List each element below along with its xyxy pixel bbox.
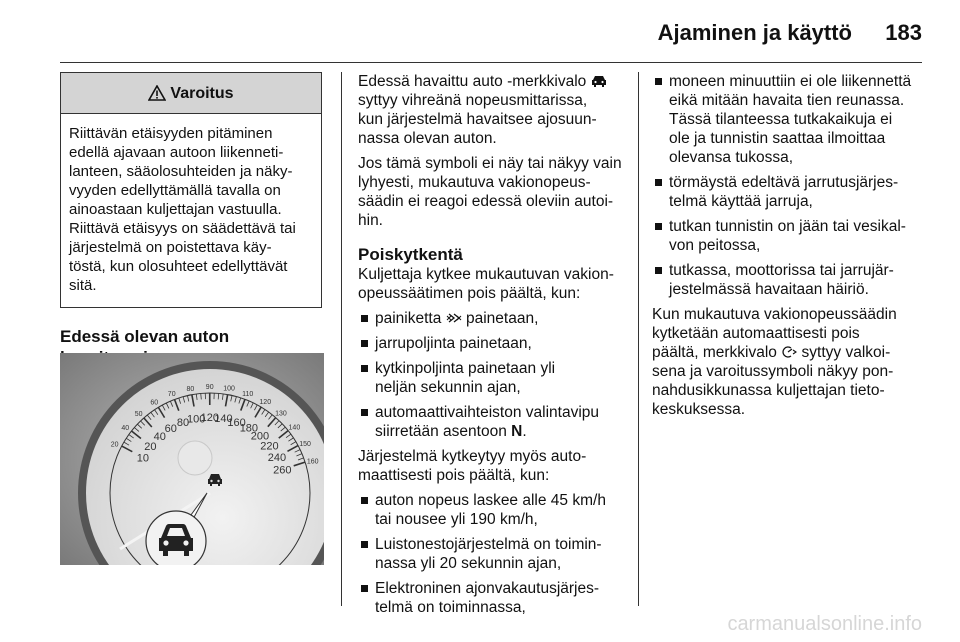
warning-body — [61, 114, 321, 307]
warning-line: edellä ajavaan autoon liikenneti- — [69, 144, 284, 161]
footer-watermark: carmanualsonline.info — [727, 613, 922, 635]
text-line: Järjestelmä kytkeytyy myös auto- — [358, 448, 587, 465]
gauge-outer-label: 50 — [134, 410, 143, 418]
gauge-inner-label: 260 — [273, 464, 292, 477]
paragraph — [358, 154, 626, 230]
text-line: nahdusikkunassa kuljettajan tieto- — [652, 382, 885, 399]
text-line: keskuksessa. — [652, 401, 746, 418]
text-line: säädin ei reagoi edessä oleviin autoi- — [358, 193, 614, 210]
list-item — [652, 72, 924, 167]
gauge-inner-label: 240 — [267, 451, 287, 464]
text-line: nassa olevan auton. — [358, 130, 497, 147]
gauge-outer-label: 20 — [110, 441, 119, 449]
text-line: olevansa tukossa, — [669, 149, 794, 166]
gauge-inner-label: 180 — [239, 422, 259, 435]
gauge-outer-label: 80 — [186, 385, 195, 393]
gauge-inner-label: 60 — [164, 422, 177, 435]
text-line: painetaan, — [465, 310, 539, 327]
text-line: tutkassa, moottorissa tai jarrujär- — [669, 262, 894, 279]
gauge-inner-label: 200 — [250, 430, 270, 443]
column-3 — [652, 72, 924, 425]
gauge-tick — [201, 393, 202, 399]
warning-box — [60, 72, 322, 308]
list-item — [652, 173, 924, 211]
warning-line: ainoastaan kuljettajan vastuulla. — [69, 201, 282, 218]
page-number: 183 — [885, 20, 922, 45]
text-line: Kuljettaja kytkee mukautuvan vakion- — [358, 266, 614, 283]
list-item — [358, 334, 626, 353]
text-line: . — [522, 423, 527, 440]
gauge-inner-label: 10 — [136, 452, 150, 465]
text-line: törmäystä edeltävä jarrutusjärjes- — [669, 174, 899, 191]
paragraph — [358, 265, 626, 303]
gauge-outer-label: 150 — [299, 440, 311, 448]
text-line: tutkan tunnistin on jään tai vesikal- — [669, 218, 906, 235]
warning-triangle-icon — [148, 85, 166, 101]
text-line: syttyy valkoi- — [801, 344, 891, 361]
header-title: Ajaminen ja käyttö — [657, 20, 852, 45]
subheading: Poiskytkentä — [358, 245, 463, 264]
gauge-inner-label: 40 — [153, 430, 166, 443]
warning-line: sitä. — [69, 277, 97, 294]
gauge-inner-label: 160 — [227, 416, 246, 429]
gauge-outer-label: 90 — [205, 384, 214, 392]
column-2 — [358, 72, 626, 623]
text-line: telmä käyttää jarruja, — [669, 193, 813, 210]
text-line: auton nopeus laskee alle 45 km/h — [375, 492, 606, 509]
text-line: siirretään asentoon — [375, 423, 507, 440]
text-line: hin. — [358, 212, 383, 229]
cruise-control-button-icon — [446, 312, 462, 324]
gauge-tick — [218, 393, 219, 399]
gauge-outer-label: 120 — [259, 399, 272, 407]
text-line: telmä on toiminnassa, — [375, 599, 526, 616]
warning-title: Varoitus — [170, 84, 234, 102]
gear-position-n: N — [511, 423, 523, 440]
text-line: Kun mukautuva vakionopeussäädin — [652, 306, 897, 323]
paragraph — [652, 305, 924, 419]
list-item — [358, 491, 626, 529]
warning-line: töstä, kun olosuhteet edellyttävät — [69, 258, 288, 275]
list-item — [652, 217, 924, 255]
paragraph — [358, 72, 626, 148]
gauge-outer-label: 60 — [150, 399, 159, 407]
warning-line: lanteen, sääolosuhteiden ja näky- — [69, 163, 293, 180]
text-line: Tässä tilanteessa tutkakaikuja ei — [669, 111, 893, 128]
text-line: Jos tämä symboli ei näy tai näkyy vain — [358, 155, 622, 172]
column-divider-1 — [341, 72, 342, 606]
column-1 — [60, 72, 324, 368]
text-line: opeussäätimen pois päältä, kun: — [358, 285, 581, 302]
section-heading-line: Edessä olevan auton — [60, 327, 230, 346]
gauge-outer-label: 140 — [288, 424, 301, 432]
gauge-inner-label: 140 — [214, 413, 233, 426]
text-line: Edessä havaittu auto -merkkivalo — [358, 73, 587, 90]
gauge-outer-label: 100 — [223, 385, 235, 393]
gauge-outer-label: 160 — [306, 458, 319, 466]
gauge-inner-label: 120 — [200, 412, 219, 425]
text-line: nassa yli 20 sekunnin ajan, — [375, 555, 562, 572]
list-item — [358, 579, 626, 617]
text-line: kytketään automaattisesti pois — [652, 325, 860, 342]
text-line: neljän sekunnin ajan, — [375, 379, 521, 396]
text-line: maattisesti pois päältä, kun: — [358, 467, 550, 484]
warning-line: Riittävä etäisyys on säädettävä tai — [69, 220, 296, 237]
text-line: moneen minuuttiin ei ole liikennettä — [669, 73, 912, 90]
text-line: automaattivaihteiston valintavipu — [375, 404, 600, 421]
text-line: painiketta — [375, 310, 442, 327]
text-line: kytkinpoljinta painetaan yli — [375, 360, 556, 377]
speedometer-illustration — [60, 353, 324, 565]
gauge-inner-label: 100 — [187, 413, 206, 426]
text-line: von peitossa, — [669, 237, 761, 254]
list-item — [652, 261, 924, 299]
gauge-inner-label: 20 — [144, 440, 157, 453]
gauge-inner-label: 220 — [260, 440, 279, 453]
paragraph — [358, 447, 626, 485]
text-line: sena ja varoitussymboli näkyy pon- — [652, 363, 894, 380]
gauge-inner-label: 80 — [176, 416, 190, 429]
text-line: ole ja tunnistin saattaa ilmoittaa — [669, 130, 886, 147]
gauge-outer-label: 40 — [121, 425, 130, 433]
vehicle-ahead-icon — [591, 75, 607, 87]
warning-line: vyyden edellyttämällä tavalla on — [69, 182, 281, 199]
warning-line: järjestelmä on poistettava käy- — [69, 239, 272, 256]
text-line: lyhyesti, mukautuva vakionopeus- — [358, 174, 591, 191]
text-line: Elektroninen ajonvakautusjärjes- — [375, 580, 600, 597]
gauge-outer-label: 110 — [242, 390, 254, 398]
page-header — [60, 0, 922, 63]
warning-header — [61, 73, 321, 114]
text-line: päältä, merkkivalo — [652, 344, 777, 361]
gauge-outer-label: 130 — [275, 410, 287, 418]
text-line: jarrupoljinta painetaan, — [375, 335, 532, 352]
text-line: jestelmässä havaitaan häiriö. — [669, 281, 869, 298]
list-item — [358, 309, 626, 328]
text-line: eikä mitään havaita tien reunassa. — [669, 92, 905, 109]
text-line: Luistonestojärjestelmä on toimin- — [375, 536, 602, 553]
list-item — [358, 535, 626, 573]
text-line: syttyy vihreänä nopeusmittarissa, — [358, 92, 588, 109]
list-item — [358, 359, 626, 397]
text-line: tai nousee yli 190 km/h, — [375, 511, 538, 528]
cruise-control-indicator-icon — [781, 346, 797, 358]
column-divider-2 — [638, 72, 639, 606]
list-item — [358, 403, 626, 441]
text-line: kun järjestelmä havaitsee ajosuun- — [358, 111, 597, 128]
warning-line: Riittävän etäisyyden pitäminen — [69, 125, 273, 142]
gauge-outer-label: 70 — [167, 391, 176, 399]
